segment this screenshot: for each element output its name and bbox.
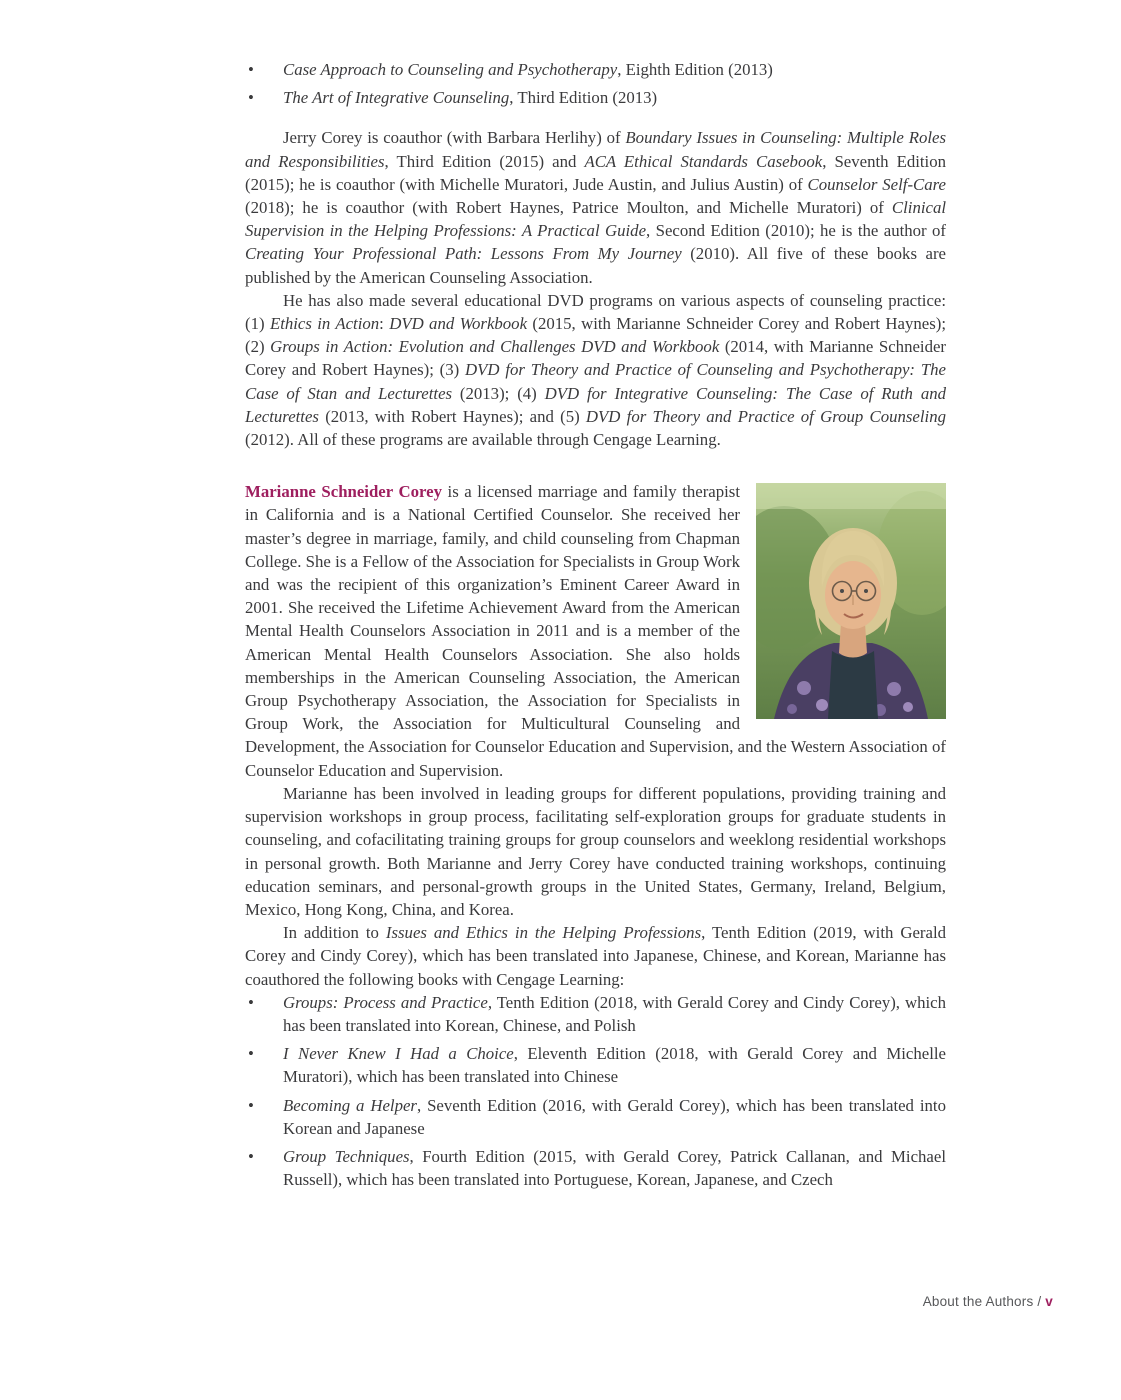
author-photo (756, 483, 946, 719)
book-list-item (245, 1042, 946, 1088)
bullet-icon: • (248, 1095, 254, 1115)
book-list-item (245, 1145, 946, 1191)
footer-separator: / (1037, 1294, 1042, 1309)
book-title-text: Becoming a Helper, Seventh Edition (2016, with Gerald Corey), which has been translated into Korean and Japanese (283, 1095, 946, 1138)
book-title-text: I Never Knew I Had a Choice, Eleventh Edition (2018, with Gerald Corey and Michelle Muratori), which has been translated into Chinese (283, 1044, 946, 1087)
jerry-dvds-paragraph: He has also made several educational DVD programs on various aspects of counseling practice: (1) Ethics in Action: DVD and Workbook (2015, with Marianne Schneider Corey and Robert Haynes); (2) Groups in Action: Evolution and Challenges DVD and Workbook (2014, with Marianne Schneider Corey and Robert Haynes); (3) DVD for Theory and Practice of Counseling and Psychotherapy: The Case of Stan and Lecturettes (2013); (4) DVD for Integrative Counseling: The Case of Ruth and Lecturettes (2013, with Robert Haynes); and (5) DVD for Theory and Practice of Group Counseling (2012). All of these programs are available through Cengage Learning. (245, 290, 947, 450)
book-title-text: Case Approach to Counseling and Psychotherapy, Eighth Edition (2013) (283, 60, 773, 79)
marianne-groups-paragraph: Marianne has been involved in leading groups for different populations, providing training and supervision workshops in group process, facilitating self-exploration groups for graduate students in counseling, and cofacilitating training groups for group counselors and weeklong residential workshops in personal growth. Both Marianne and Jerry Corey have conducted training workshops, continuing education seminars, and personal-growth groups in the United States, Germany, Ireland, Belgium, Mexico, Hong Kong, China, and Korea. (245, 783, 946, 919)
jerry-book-list (245, 58, 946, 109)
jerry-books-paragraph: Jerry Corey is coauthor (with Barbara Herlihy) of Boundary Issues in Counseling: Multiple Roles and Responsibilities, Third Edition (2015) and ACA Ethical Standards Casebook, Seventh Edition (2015); he is coauthor (with Michelle Muratori, Jude Austin, and Julius Austin) of Counselor Self-Care (2018); he is coauthor (with Robert Haynes, Patrice Moulton, and Michelle Muratori) of Clinical Supervision in the Helping Professions: A Practical Guide, Second Edition (2010); he is the author of Creating Your Professional Path: Lessons From My Journey (2010). All five of these books are published by the American Counseling Association. (245, 128, 947, 287)
footer-section-label: About the Authors (922, 1294, 1034, 1309)
marianne-book-list (245, 991, 946, 1192)
page-number: v (1045, 1294, 1053, 1309)
bullet-icon: • (248, 60, 254, 79)
book-title-text: Groups: Process and Practice, Tenth Edition (2018, with Gerald Corey and Cindy Corey), which has been translated into Korean, Chinese, and Polish (283, 992, 946, 1035)
book-list-item (245, 991, 946, 1037)
bullet-icon: • (248, 1044, 254, 1064)
book-title-text: Group Techniques, Fourth Edition (2015, with Gerald Corey, Patrick Callanan, and Michael Russell), which has been translated into Portuguese, Korean, Japanese, and Czech (283, 1146, 946, 1190)
book-list-item (245, 86, 946, 109)
marianne-bio-section (245, 480, 946, 1191)
bullet-icon: • (248, 1146, 254, 1166)
book-list-item (245, 1094, 946, 1140)
bullet-icon: • (248, 992, 254, 1012)
marianne-books-intro-paragraph: In addition to Issues and Ethics in the Helping Professions, Tenth Edition (2019, with Gerald Corey and Cindy Corey), which has been translated into Japanese, Chinese, and Korean, Marianne has coauthored the following books with Cengage Learning: (245, 923, 947, 989)
marianne-intro-paragraph: Marianne Schneider Corey is a licensed marriage and family therapist in California and is a National Certified Counselor. She received her master’s degree in marriage, family, and child counseling from Chapman College. She is a Fellow of the Association for Specialists in Group Work and was the recipient of this organization’s Eminent Career Award in 2001. She received the Lifetime Achievement Award from the American Mental Health Counselors Association in 2011 and is a member of the American Mental Health Counselors Association. She also holds memberships in the American Counseling Association, the American Group Psychotherapy Association, the Association for Specialists in Group Work, the Association for Multicultural Counseling and Development, the Association for Counselor Education and Supervision, and the Western Association of Counselor Education and Supervision. (245, 482, 946, 780)
page-footer (923, 1294, 1053, 1309)
book-title-text: The Art of Integrative Counseling, Third Edition (2013) (283, 88, 658, 108)
bullet-icon: • (248, 88, 254, 108)
author-portrait-illustration (756, 483, 946, 719)
book-list-item (245, 58, 946, 81)
page-content (245, 58, 946, 1196)
